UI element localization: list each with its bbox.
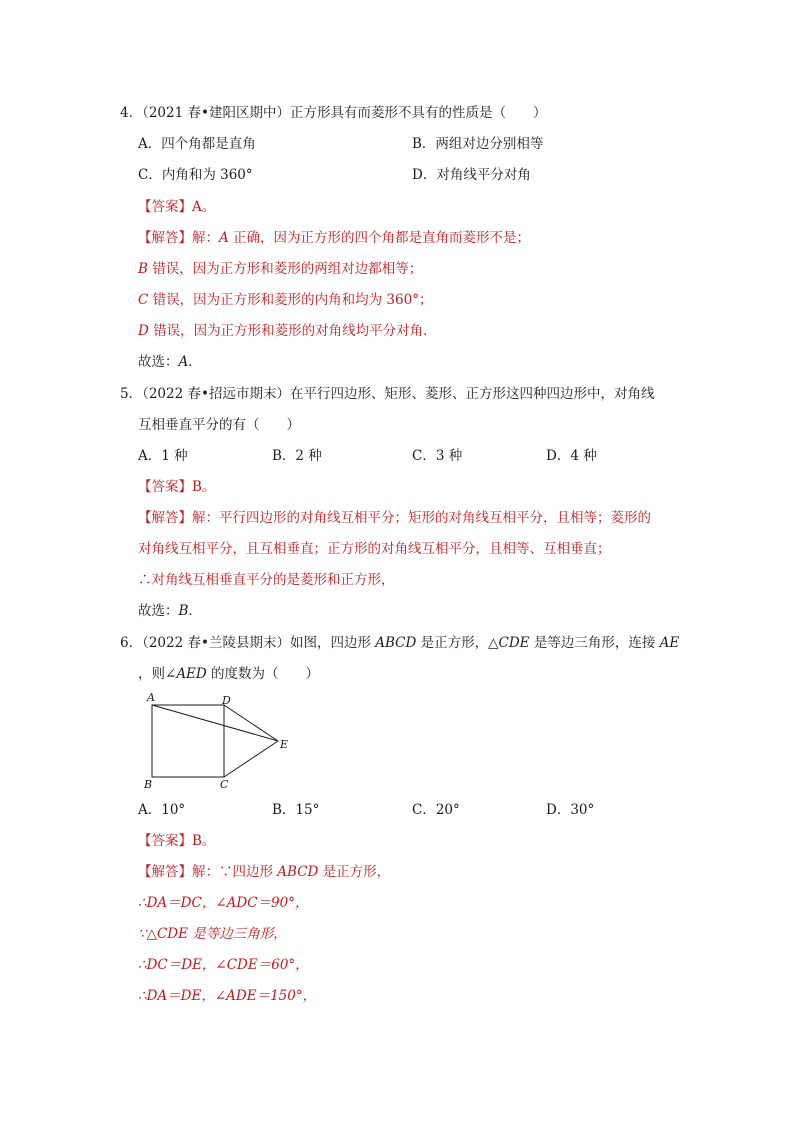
analysis-var: D <box>138 323 149 339</box>
q6-analysis-line-1 <box>138 863 390 881</box>
q6-option-b[interactable]: B．15° <box>272 802 320 818</box>
q6-analysis-line-3: ∵△CDE 是等边三角形， <box>138 926 287 942</box>
analysis-text: 是正方形， <box>318 864 391 880</box>
analysis-tag: 【解答】 <box>138 864 192 880</box>
analysis-text: 错误，因为正方形和菱形的两组对边都相等； <box>147 261 423 277</box>
q4-option-d[interactable]: D．对角线平分对角 <box>412 167 531 183</box>
q5-stem-line-1: 5．（2022 春•招远市期末）在平行四边形、矩形、菱形、正方形这四种四边形中，对角线 <box>120 386 655 402</box>
answer-value: B。 <box>192 479 216 495</box>
analysis-text: 解： <box>192 230 219 246</box>
segment-de <box>224 705 278 741</box>
q6-stem-line-1 <box>120 634 679 652</box>
stem-var: CDE <box>498 635 530 651</box>
q4-analysis-line-4 <box>138 322 437 340</box>
q5-option-d[interactable]: D．4 种 <box>546 448 597 464</box>
q4-option-b[interactable]: B．两组对边分别相等 <box>412 136 544 152</box>
label-d: D <box>222 694 231 707</box>
stem-text: 的度数为（ ） <box>206 666 320 682</box>
q5-stem-line-2: 互相垂直平分的有（ ） <box>138 417 300 433</box>
q5-choose <box>138 602 202 620</box>
q5-option-a[interactable]: A．1 种 <box>138 448 188 464</box>
q4-stem: 4．（2021 春•建阳区期中）正方形具有而菱形不具有的性质是（ ） <box>120 105 547 121</box>
choose-end: ． <box>188 603 202 619</box>
q5-analysis-line-3: ∴对角线互相垂直平分的是菱形和正方形， <box>138 572 395 588</box>
q6-analysis-line-5: ∴DA＝DE，∠ADE＝150°， <box>138 988 317 1004</box>
analysis-var: A <box>219 230 229 246</box>
analysis-var: ABCD <box>277 864 319 880</box>
analysis-text: 错误，因为正方形和菱形的对角线均平分对角． <box>148 323 437 339</box>
choose-var: B <box>178 603 189 619</box>
q4-choose <box>138 353 202 371</box>
q6-analysis-line-4: ∴DC＝DE，∠CDE＝60°， <box>138 957 309 973</box>
label-b: B <box>144 778 153 791</box>
analysis-text: 解：∵四边形 <box>192 864 278 880</box>
analysis-tag: 【解答】 <box>138 510 192 526</box>
label-c: C <box>220 778 229 791</box>
stem-text: 是等边三角形，连接 <box>529 635 660 651</box>
label-a: A <box>147 691 155 704</box>
stem-text: 6．（2022 春•兰陵县期末）如图，四边形 <box>120 635 376 651</box>
q4-analysis-line-2 <box>138 260 422 278</box>
choose-var: A <box>178 354 189 370</box>
q5-option-b[interactable]: B．2 种 <box>272 448 322 464</box>
q6-option-a[interactable]: A．10° <box>138 802 186 818</box>
answer-tag: 【答案】 <box>138 833 192 849</box>
q5-analysis-line-2: 对角线互相平分，且互相垂直；正方形的对角线互相平分，且相等、互相垂直； <box>138 541 611 557</box>
analysis-var: C <box>138 292 149 308</box>
label-e: E <box>280 738 289 751</box>
q6-analysis-line-2: ∴DA＝DC，∠ADC＝90°， <box>138 895 309 911</box>
choose-label: 故选： <box>138 603 179 619</box>
q5-analysis-line-1 <box>138 509 651 527</box>
segment-ae <box>152 705 278 741</box>
stem-var: ABCD <box>375 635 417 651</box>
q6-option-c[interactable]: C．20° <box>412 802 460 818</box>
answer-tag: 【答案】 <box>138 479 192 495</box>
analysis-text: 解：平行四边形的对角线互相平分；矩形的对角线互相平分，且相等；菱形的 <box>192 510 651 526</box>
analysis-text: 错误，因为正方形和菱形的内角和均为 360°； <box>148 292 433 308</box>
q6-option-d[interactable]: D．30° <box>546 802 595 818</box>
stem-text: 是正方形，△ <box>416 635 499 651</box>
segment-ce <box>224 741 278 777</box>
choose-end: ． <box>188 354 202 370</box>
analysis-text: 正确，因为正方形的四个角都是直角而菱形不是； <box>228 230 531 246</box>
stem-var: AE <box>659 635 680 651</box>
q6-stem-line-2 <box>138 665 319 683</box>
analysis-var: B <box>138 261 148 277</box>
q4-option-c[interactable]: C．内角和为 360° <box>138 167 253 183</box>
answer-value: B。 <box>192 833 216 849</box>
q4-option-a[interactable]: A．四个角都是直角 <box>138 136 256 152</box>
q5-answer <box>138 478 215 496</box>
stem-text: ，则∠ <box>138 666 177 682</box>
q4-answer <box>138 198 215 216</box>
q4-analysis-line-3 <box>138 291 432 309</box>
answer-tag: 【答案】 <box>138 199 192 215</box>
q6-answer <box>138 832 215 850</box>
stem-var: AED <box>176 666 207 682</box>
q5-option-c[interactable]: C．3 种 <box>412 448 463 464</box>
answer-value: A。 <box>192 199 216 215</box>
q4-analysis-line-1 <box>138 229 530 247</box>
analysis-tag: 【解答】 <box>138 230 192 246</box>
choose-label: 故选： <box>138 354 179 370</box>
q6-figure <box>140 690 300 795</box>
